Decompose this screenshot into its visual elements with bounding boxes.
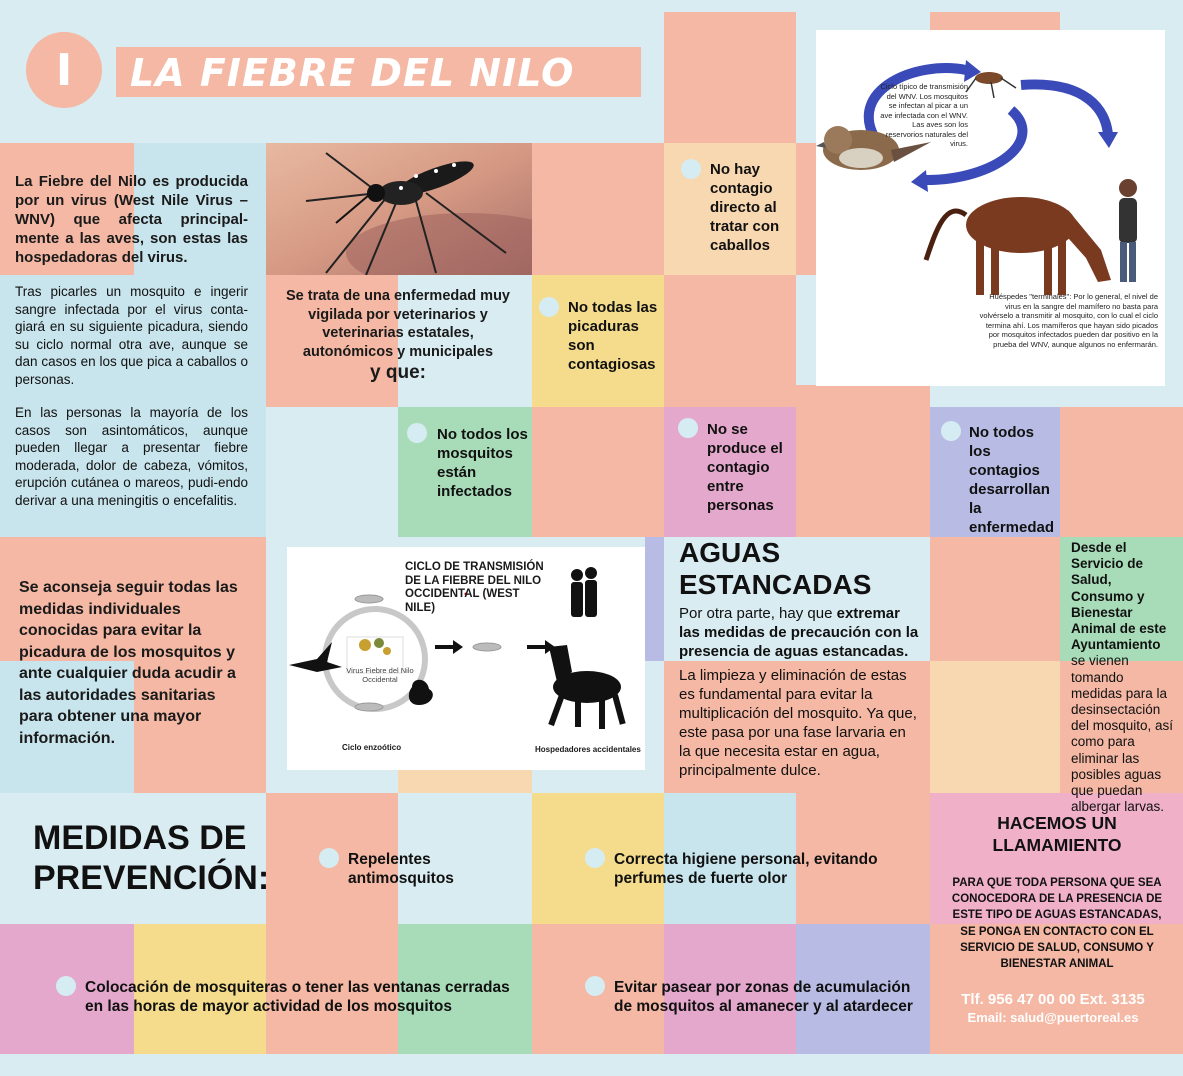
aguas-p1-bold: extremar las medidas de precaución con la presencia de aguas estancadas.: [679, 605, 919, 660]
servicio-bold: Desde el Servicio de Salud, Consumo y Bienestar Animal de este Ayuntamiento: [1071, 540, 1167, 653]
tile: [664, 12, 796, 144]
bullet-icon: [585, 976, 605, 996]
bullet-icon: [585, 848, 605, 868]
people-icon: [571, 567, 597, 617]
intro-paragraph-1: Tras picarles un mosquito e ingerir sangre infectada por el virus conta-giará en su siguiente picadura, siendo su ciclo normal otra ave, aunque se dan casos en los que pica a caballos o personas.: [15, 284, 248, 387]
cycle-caption-top: Ciclo típico de transmisión del WNV. Los mosquitos se infectan al picar a un ave infectada con el WNV. Las aves son los reservorios naturales del virus.: [880, 82, 968, 148]
prevention-item-mosquiteras: Colocación de mosquiteras o tener las ventanas cerradas en las horas de mayor actividad de los mosquitos: [85, 979, 510, 1015]
mosquito-photo: [266, 143, 532, 275]
bullet-icon: [56, 976, 76, 996]
tile: [645, 537, 664, 661]
wnv-cycle-image: [816, 30, 1165, 386]
diagram-left-label: Ciclo enzoótico: [342, 743, 402, 752]
intro-paragraph-2: En las personas la mayoría de los casos son asintomáticos, aunque pueden llegar a presentar fiebre moderada, dolor de cabeza, vómitos, erupción cutánea o mareos, pudi-endo derivar a una meningitis o encefalitis.: [15, 405, 248, 508]
tile: [930, 537, 1060, 661]
fact-mosquitos: No todos los mosquitos están infectados: [437, 426, 528, 500]
aguas-title: AGUAS ESTANCADAS: [679, 537, 872, 600]
bullet-icon: [941, 421, 961, 441]
transmission-diagram: [287, 547, 645, 770]
servicio-text: [1071, 540, 1177, 815]
fact-no-contagio-caballos: No hay contagio directo al tratar con caballos: [710, 161, 780, 254]
tile: [930, 12, 1060, 32]
horse-icon: [926, 197, 1111, 295]
page-title: LA FIEBRE DEL NILO: [130, 51, 575, 95]
prevention-title-line2: PREVENCIÓN:: [33, 859, 270, 897]
tile: [796, 143, 816, 275]
intro-lead: La Fiebre del Nilo es producida por un virus (West Nile Virus –WNV) que afecta principal-mente a las aves, son estas las hospedadoras del virus.: [15, 173, 248, 266]
tile: [1060, 407, 1183, 537]
fact-enfermedad: No todos los contagios desarrollan la enfermedad: [969, 424, 1055, 536]
bullet-icon: [319, 848, 339, 868]
fact-personas: No se produce el contagio entre personas: [707, 421, 783, 514]
prevention-title: [33, 818, 269, 898]
prevention-item-evitar-pasear: Evitar pasear por zonas de acumulación de mosquitos al amanecer y al atardecer: [614, 979, 913, 1015]
mosquito-illustration: [266, 143, 532, 275]
call-phone: Tlf. 956 47 00 00 Ext. 3135: [961, 991, 1145, 1008]
servicio-rest: se vienen tomando medidas para la desinsectación del mosquito, así como para eliminar las posibles aguas que puedan albergar larvas.: [1071, 653, 1174, 815]
tile: [398, 770, 532, 793]
aguas-p1-normal: Por otra parte, hay que: [679, 605, 837, 622]
call-email[interactable]: Email: salud@puertoreal.es: [967, 1010, 1139, 1025]
vigilance-text: Se trata de una enfermedad muy vigilada por veterinarios y veterinarias estatales, autonómicos y municipales: [285, 288, 510, 360]
prevention-item-repelentes: Repelentes antimosquitos: [348, 851, 454, 887]
bullet-icon: [678, 418, 698, 438]
tile: [532, 407, 664, 537]
tile: [930, 661, 1060, 793]
vigilance-yque: y que:: [370, 362, 426, 383]
chapter-number-badge: [26, 32, 102, 108]
person-icon: [1119, 179, 1137, 282]
bullet-icon: [407, 423, 427, 443]
fact-picaduras: No todas las picaduras son contagiosas: [568, 299, 658, 373]
chapter-number: I: [55, 44, 73, 96]
title-banner: [116, 47, 641, 97]
bullet-icon: [681, 159, 701, 179]
tile: [664, 275, 796, 407]
call-text: PARA QUE TODA PERSONA QUE SEA CONOCEDORA DE LA PRESENCIA DE ESTE TIPO DE AGUAS ESTANCADAS, SE PONGA EN CONTACTO CON EL SERVICIO DE SALUD, CONSUMO Y BIENESTAR ANIMAL: [951, 877, 1163, 971]
diagram-right-label: Hospedadores accidentales: [535, 745, 641, 754]
tile: [796, 385, 930, 537]
aguas-paragraph-2: La limpieza y eliminación de estas es fundamental para evitar la multiplicación del mosquito. Ya que, este pasa por una fase larvaria en la que necesita estar en agua, principalmente dulce.: [679, 667, 917, 779]
cycle-caption-bottom: Huéspedes "terminales": Por lo general, el nivel de virus en la sangre del mamífero no basta para volvérselo a transmitir al mosquito, con lo cual el ciclo termina ahí. Los mamíferos que hayan sido picados por mosquitos infectados pueden dar positivo en la prueba del WNV, aunque algunos no enfermarán.: [979, 292, 1158, 349]
bullet-icon: [539, 297, 559, 317]
diagram-center-label: Virus Fiebre del Nilo Occidental: [346, 666, 414, 684]
prevention-title-line1: MEDIDAS DE: [33, 819, 247, 857]
aguas-paragraph-1: [679, 604, 919, 661]
prevention-item-higiene: Correcta higiene personal, evitando perfumes de fuerte olor: [614, 851, 878, 887]
advice-text: Se aconseja seguir todas las medidas individuales conocidas para evitar la picadura de los mosquitos y ante cualquier duda acudir a las autoridades sanitarias para obtener una mayor información.: [19, 579, 238, 747]
horse-icon: [548, 645, 625, 729]
tile: [532, 143, 664, 275]
diagram-title: CICLO DE TRANSMISIÓN DE LA FIEBRE DEL NILO OCCIDENTAL (WEST NILE): [405, 561, 544, 614]
call-title: HACEMOS UN LLAMAMIENTO: [992, 813, 1122, 855]
